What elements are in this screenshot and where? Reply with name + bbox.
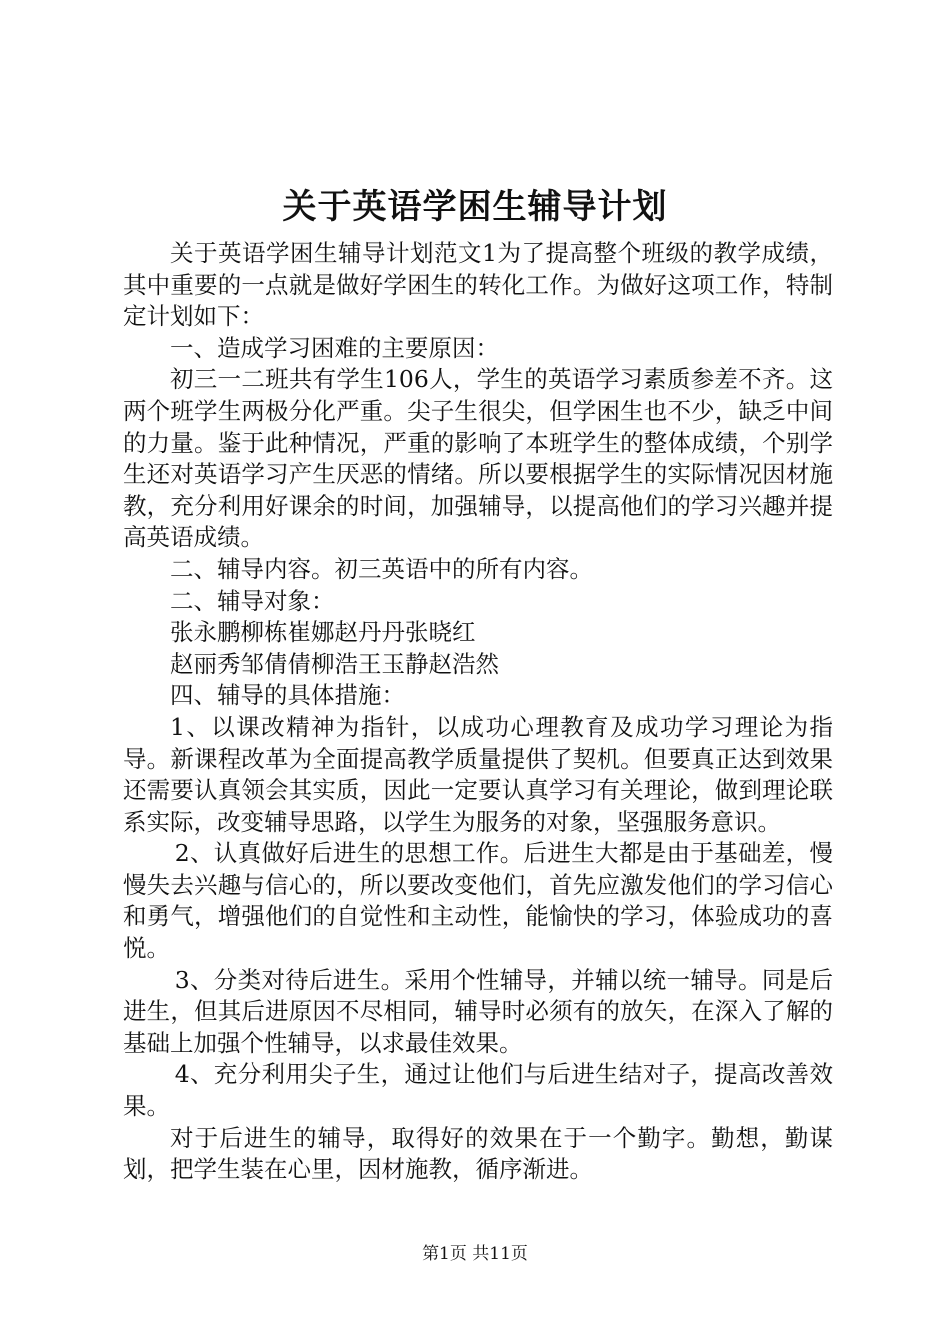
document-title: 关于英语学困生辅导计划: [282, 187, 668, 227]
intro-paragraph: 关于英语学困生辅导计划范文1为了提高整个班级的教学成绩，其中重要的一点就是做好学困生的转化工作。为做好这项工作，特制定计划如下：: [123, 239, 833, 331]
causes-paragraph: 初三一二班共有学生106人，学生的英语学习素质参差不齐。这两个班学生两极分化严重。尖子生很尖，但学困生也不少，缺乏中间的力量。鉴于此种情况，严重的影响了本班学生的整体成绩，个别学生还对英语学习产生厌恶的情绪。所以要根据学生的实际情况因材施教，充分利用好课余的时间，加强辅导，以提高他们的学习兴趣并提高英语成绩。: [123, 365, 833, 552]
student-names-line-1: 张永鹏柳栋崔娜赵丹丹张晓红: [170, 618, 476, 647]
page-footer: 第1页 共11页: [422, 1244, 528, 1264]
measure-item-3: 3、分类对待后进生。采用个性辅导，并辅以统一辅导。同是后进生，但其后进原因不尽相同，辅导时必须有的放矢，在深入了解的基础上加强个性辅导，以求最佳效果。: [123, 965, 833, 1057]
document-body: [123, 238, 833, 1186]
measure-item-2: 2、认真做好后进生的思想工作。后进生大都是由于基础差，慢慢失去兴趣与信心的，所以要改变他们，首先应激发他们的学习信心和勇气，增强他们的自觉性和主动性，能愉快的学习，体验成功的喜悦。: [123, 839, 833, 963]
section-heading-content: 二、辅导内容。初三英语中的所有内容。: [170, 554, 593, 583]
measure-item-1: 1、以课改精神为指针，以成功心理教育及成功学习理论为指导。新课程改革为全面提高教学质量提供了契机。但要真正达到效果还需要认真领会其实质，因此一定要认真学习有关理论，做到理论联系实际，改变辅导思路，以学生为服务的对象，坚强服务意识。: [123, 712, 833, 836]
measure-item-4: 4、充分利用尖子生，通过让他们与后进生结对子，提高改善效果。: [123, 1060, 833, 1121]
closing-paragraph: 对于后进生的辅导，取得好的效果在于一个勤字。勤想，勤谋划，把学生装在心里，因材施教，循序渐进。: [123, 1123, 833, 1184]
student-names-line-2: 赵丽秀邹倩倩柳浩王玉静赵浩然: [170, 649, 499, 678]
section-heading-targets: 二、辅导对象：: [170, 586, 335, 615]
section-heading-causes: 一、造成学习困难的主要原因：: [170, 333, 499, 362]
section-heading-measures: 四、辅导的具体措施：: [170, 681, 405, 710]
